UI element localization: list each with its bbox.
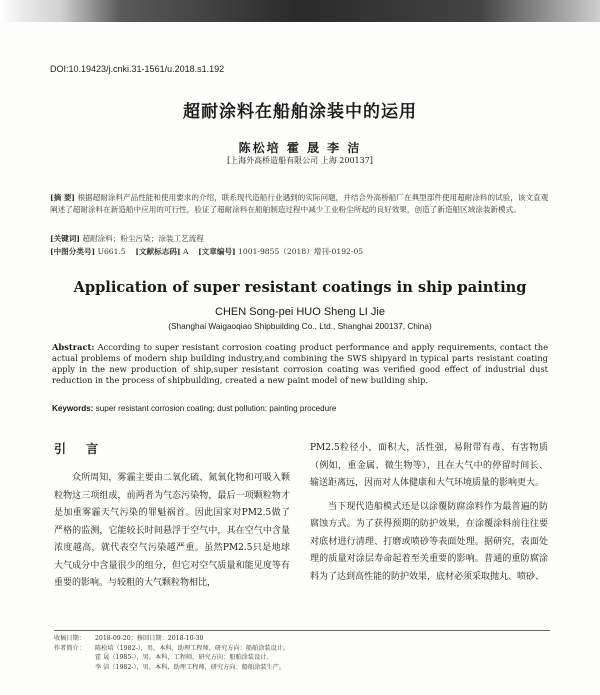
doi-line: DOI:10.19423/j.cnki.31-1561/u.2018.s1.192 bbox=[50, 64, 225, 74]
footnote-row bbox=[54, 644, 548, 654]
english-keywords-label: Keywords: bbox=[52, 404, 94, 413]
english-keywords bbox=[52, 404, 548, 413]
body-left-column bbox=[54, 440, 290, 593]
intro-paragraph-left: 众所周知，雾霾主要由二氧化硫、氮氧化物和可吸入颗粒物这三项组成，前两者为气态污染物，最后一项颗粒物才是加重雾霾天气污染的罪魁祸首。因此国家对PM2.5做了严格的监测，它能较长时间悬浮于空气中，其在空气中含量浓度越高，就代表空气污染越严重。虽然PM2.5只是地球大气成分中含量很少的组分，但它对空气质量和能见度等有重要的影响。与较粗的大气颗粒物相比， bbox=[54, 473, 290, 588]
footnote-text: 霍 晟（1985-），男，本科，工程师，研究方向：船舶涂装设计。 bbox=[95, 654, 273, 662]
footnote-text: 陈松培（1982-），男，本科，助理工程师，研究方向：船舶涂装设计。 bbox=[95, 644, 290, 652]
scan-header-bar bbox=[0, 0, 600, 22]
english-abstract-text: According to super resistant corrosion coating product performance and apply requirements, contact the actual problems of modern ship building industry,and combining the SWS shipyard in typical parts resistant coating apply in the new production of ship,super resistant corrosion coating was verified good effect of industrial dust reduction in the process of shipbuilding, created a new paint model of new building ship. bbox=[52, 342, 548, 385]
footnote-row bbox=[54, 634, 548, 644]
footnote-key: 收稿日期： bbox=[54, 635, 85, 642]
section-heading-introduction: 引 言 bbox=[54, 442, 107, 456]
doc-code-label: [文献标志码] bbox=[135, 247, 181, 256]
chinese-authors: 陈松培 霍 晟 李 洁 bbox=[238, 141, 362, 155]
footnote-key bbox=[54, 653, 95, 663]
intro-paragraph-right-2: 当下现代造船模式还是以涂覆防腐涂料作为最普遍的防腐蚀方式。为了获得预期的防护效果，在涂覆涂料前往往要对底材进行清理、打磨或喷砂等表面处理。据研究，表面处理的质量对涂层寿命起着至关重要的影响。普通的重防腐涂料为了达到高性能的防护效果，底材必须采取抛丸、喷砂、 bbox=[310, 501, 548, 582]
footnotes bbox=[54, 634, 548, 672]
footnote-row bbox=[54, 663, 548, 673]
chinese-keywords-label: [关键词] bbox=[50, 234, 80, 243]
footnote-row bbox=[54, 653, 548, 663]
english-title: Application of super resistant coatings in ship painting bbox=[73, 279, 527, 296]
chinese-keywords bbox=[50, 233, 550, 244]
english-abstract-label: Abstract: bbox=[52, 342, 95, 352]
footnote-divider bbox=[54, 630, 550, 631]
body-right-column bbox=[310, 440, 548, 592]
intro-paragraph-right-1: PM2.5粒径小，面积大，活性强，易附带有毒、有害物质（例如，重金属、微生物等），且在大气中的停留时间长、输送距离远，因而对人体健康和大气环境质量的影响更大。 bbox=[310, 443, 548, 488]
clc-value: U661.5 bbox=[97, 247, 126, 256]
footnote-text: 2018-09-20；修回日期：2018-10-30 bbox=[95, 635, 204, 642]
article-number-label: [文章编号] bbox=[198, 247, 236, 256]
english-abstract bbox=[52, 342, 548, 386]
english-affiliation: (Shanghai Waigaoqiao Shipbuilding Co., Ltd., Shanghai 200137, China) bbox=[168, 321, 432, 331]
doc-code-value: A bbox=[182, 247, 189, 256]
chinese-abstract-text: 根据超耐涂料产品性能和使用要求的介绍，联系现代造船行业遇到的实际问题，并结合外高桥船厂在典型部件使用超耐涂料的试验，该文直观阐述了超耐涂料在新造船中应用的可行性，验证了超耐涂料在船舶制造过程中减少工业粉尘所起的良好效果，创造了新造船区域涂装新模式。 bbox=[50, 193, 549, 214]
article-number-value: 1001-9855（2018）增刊-0192-05 bbox=[238, 247, 364, 256]
chinese-classification bbox=[50, 246, 550, 257]
chinese-affiliation: [上海外高桥造船有限公司 上海 200137] bbox=[227, 156, 373, 165]
chinese-title: 超耐涂料在船舶涂装中的运用 bbox=[183, 102, 417, 122]
chinese-abstract-label: [摘 要] bbox=[50, 193, 76, 202]
clc-label: [中图分类号] bbox=[50, 247, 96, 256]
footnote-key: 作者简介： bbox=[54, 644, 85, 652]
english-authors: CHEN Song-pei HUO Sheng LI Jie bbox=[215, 306, 385, 318]
chinese-abstract bbox=[50, 192, 550, 216]
chinese-keywords-text: 超耐涂料；粉尘污染；涂装工艺流程 bbox=[82, 234, 204, 243]
footnote-text: 李 洁（1982-），男，本科，助理工程师，研究方向：船舶涂装生产。 bbox=[95, 663, 285, 671]
english-keywords-text: super resistant corrosion coating; dust pollution; painting procedure bbox=[95, 404, 337, 413]
footnote-key bbox=[54, 663, 95, 673]
